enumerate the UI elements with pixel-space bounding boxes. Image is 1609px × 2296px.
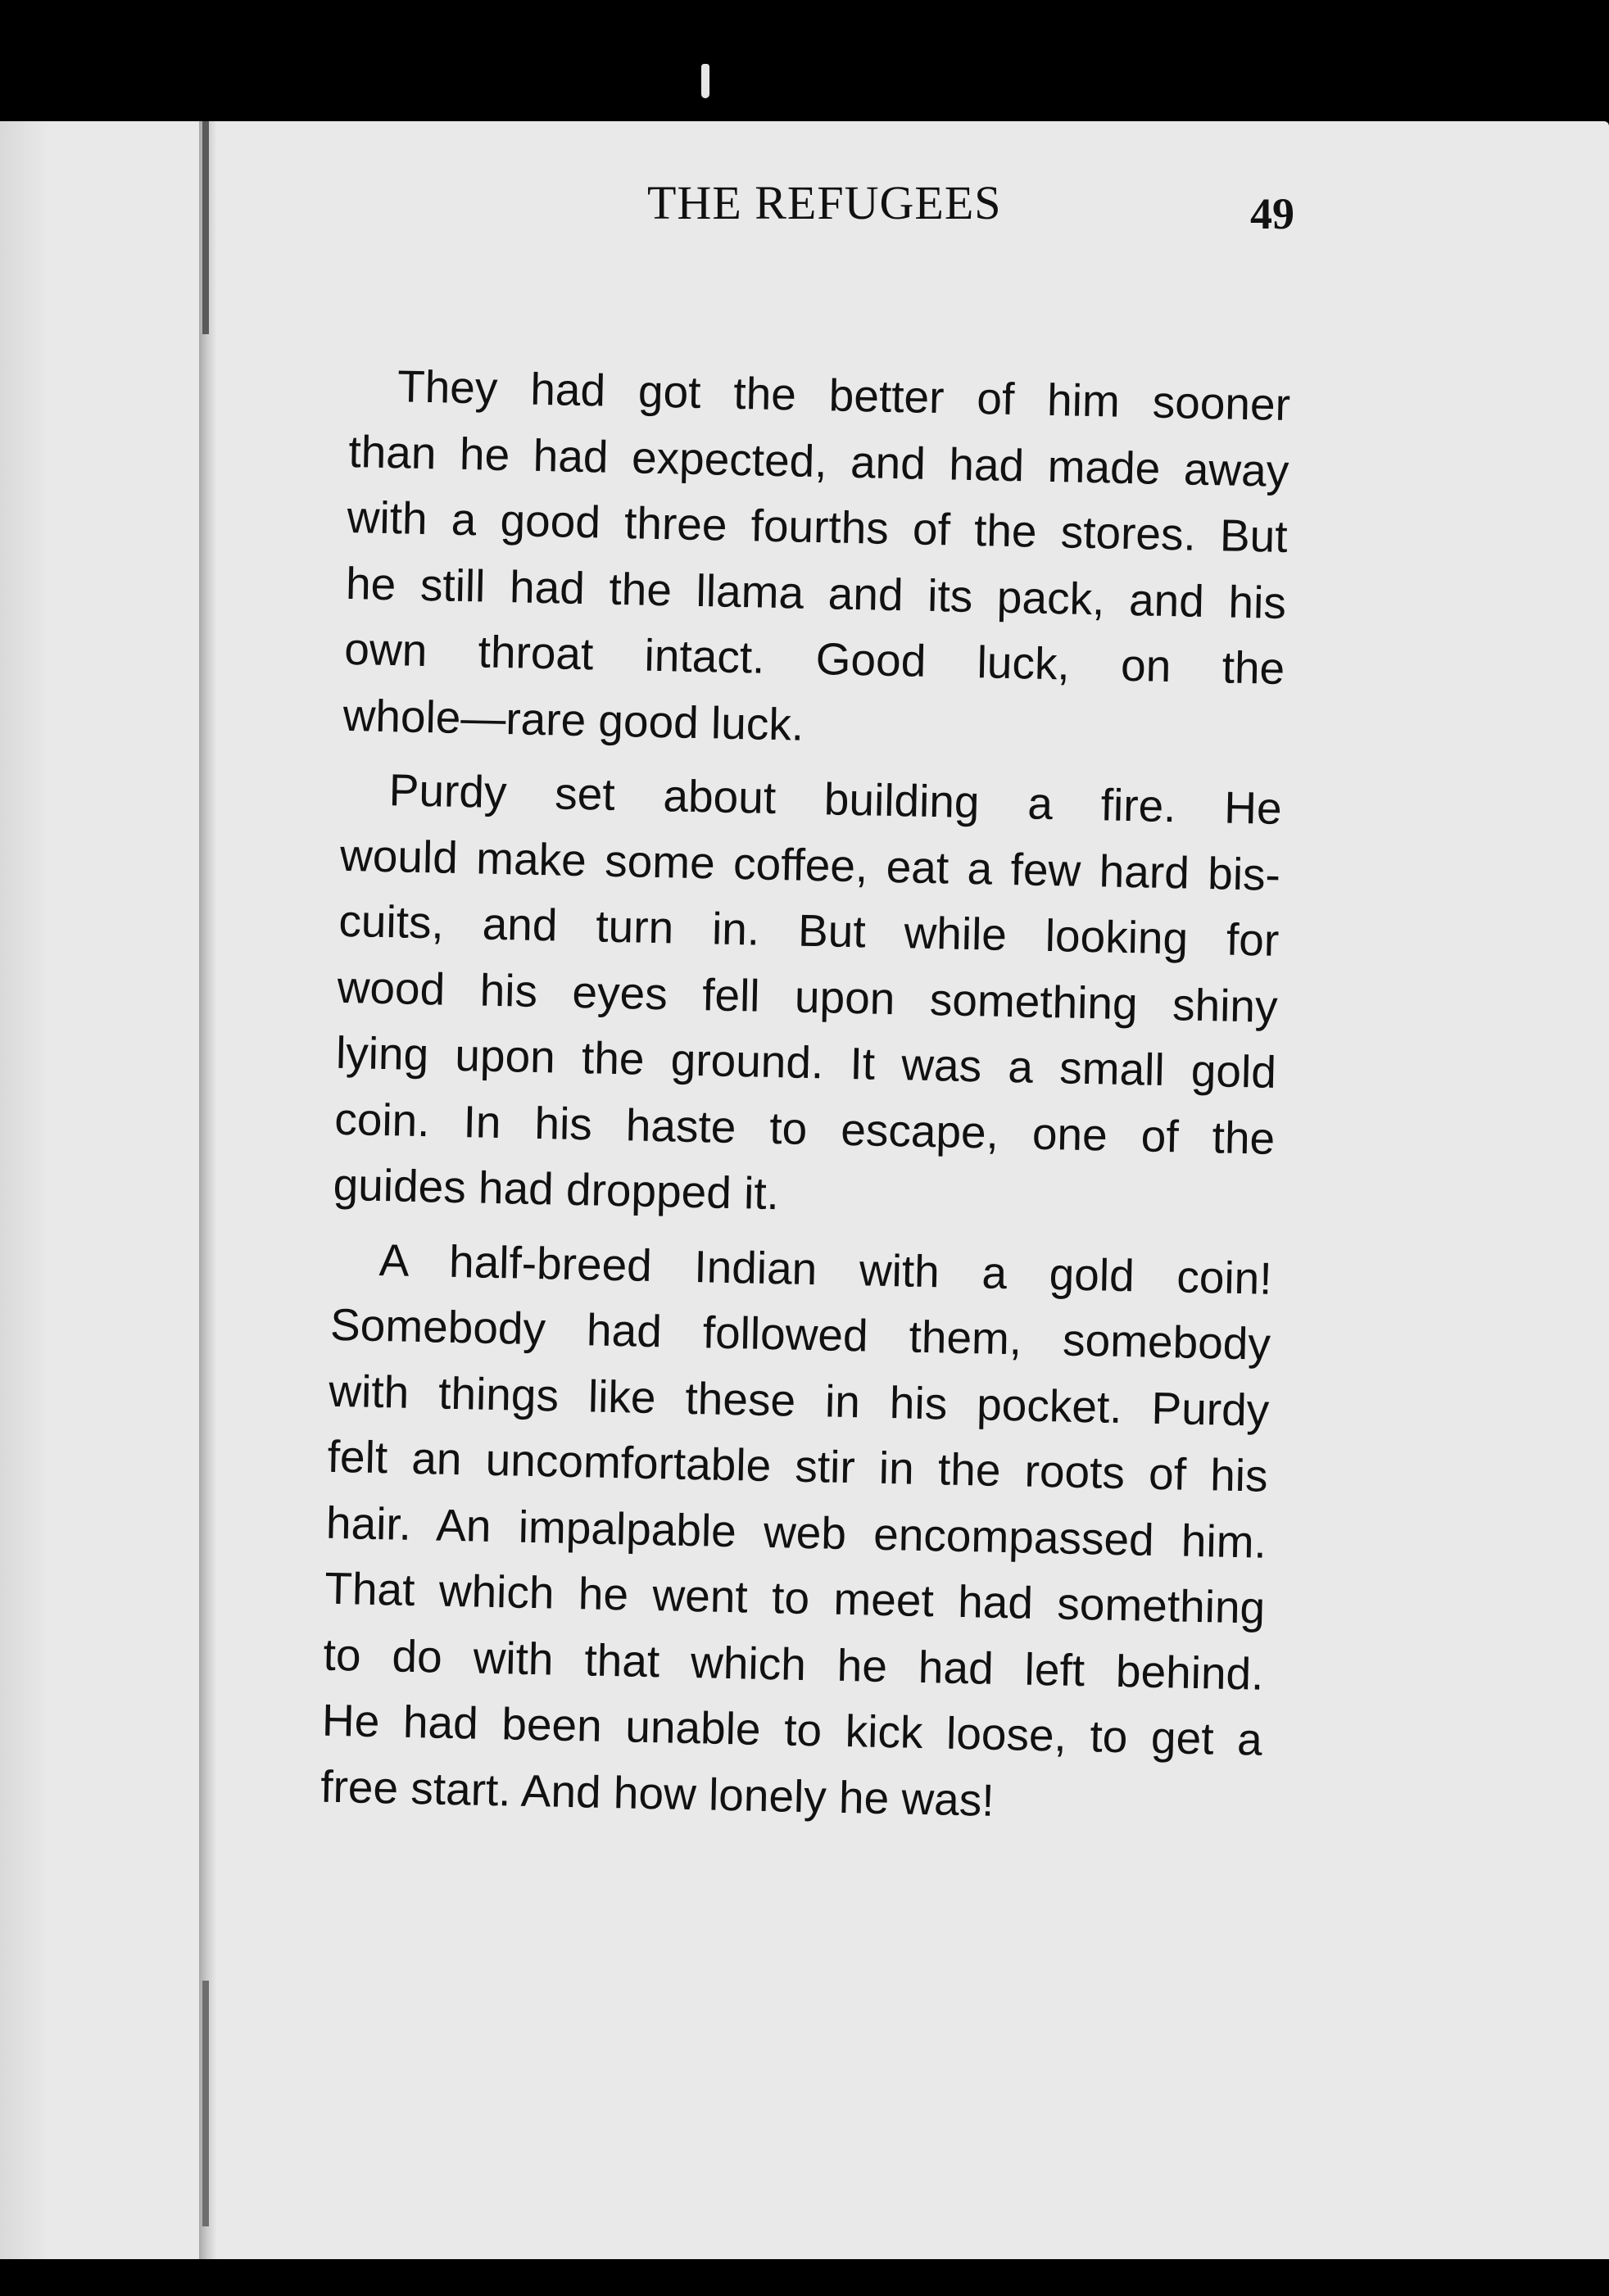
gutter-shadow-top — [202, 121, 209, 334]
gutter-shadow-bottom — [202, 1981, 209, 2226]
page-number: 49 — [1250, 189, 1294, 238]
scan-artifact-mark — [701, 64, 709, 98]
text-line: hair. An impalpable web encompassed him. — [325, 1497, 1267, 1568]
page-header — [344, 175, 1294, 249]
text-line: Somebody had followed them, somebody — [329, 1298, 1271, 1370]
text-line: to do with that which he had left behind. — [323, 1628, 1265, 1700]
text-line: He had been unable to kick loose, to get a — [321, 1694, 1263, 1765]
text-line: They had got the better of him sooner — [397, 360, 1291, 431]
running-title: THE REFUGEES — [647, 176, 1002, 229]
facing-page-edge — [0, 121, 49, 2259]
body-text — [320, 352, 1290, 1847]
paragraph-3 — [320, 1225, 1272, 1838]
text-line: felt an uncomfortable stir in the roots of his — [327, 1430, 1269, 1501]
paragraph-1 — [342, 352, 1291, 768]
text-line: lying upon the ground. It was a small gold — [335, 1026, 1277, 1098]
text-line: whole—rare good luck. — [342, 689, 804, 750]
text-line: free start. And how lonely he was! — [320, 1760, 995, 1826]
text-line: guides had dropped it. — [333, 1158, 780, 1220]
text-line: cuits, and turn in. But while looking for — [338, 894, 1280, 966]
text-line: would make some coffee, eat a few hard bis- — [339, 829, 1281, 900]
text-line: That which he went to meet had something — [324, 1562, 1266, 1633]
text-line: coin. In his haste to escape, one of the — [333, 1093, 1276, 1164]
text-line: Purdy set about building a fire. He — [388, 764, 1283, 834]
text-line: he still had the llama and its pack, and his — [345, 557, 1287, 628]
text-line: A half-breed Indian with a gold coin! — [378, 1234, 1273, 1304]
book-gutter — [199, 121, 217, 2259]
text-line: own throat intact. Good luck, on the — [343, 623, 1285, 694]
paragraph-2 — [333, 756, 1283, 1237]
text-line: with a good three fourths of the stores. But — [347, 491, 1289, 562]
text-line: wood his eyes fell upon something shiny — [337, 961, 1279, 1032]
text-line: with things like these in his pocket. Purdy — [328, 1365, 1270, 1436]
text-line: than he had expected, and had made away — [347, 425, 1289, 496]
